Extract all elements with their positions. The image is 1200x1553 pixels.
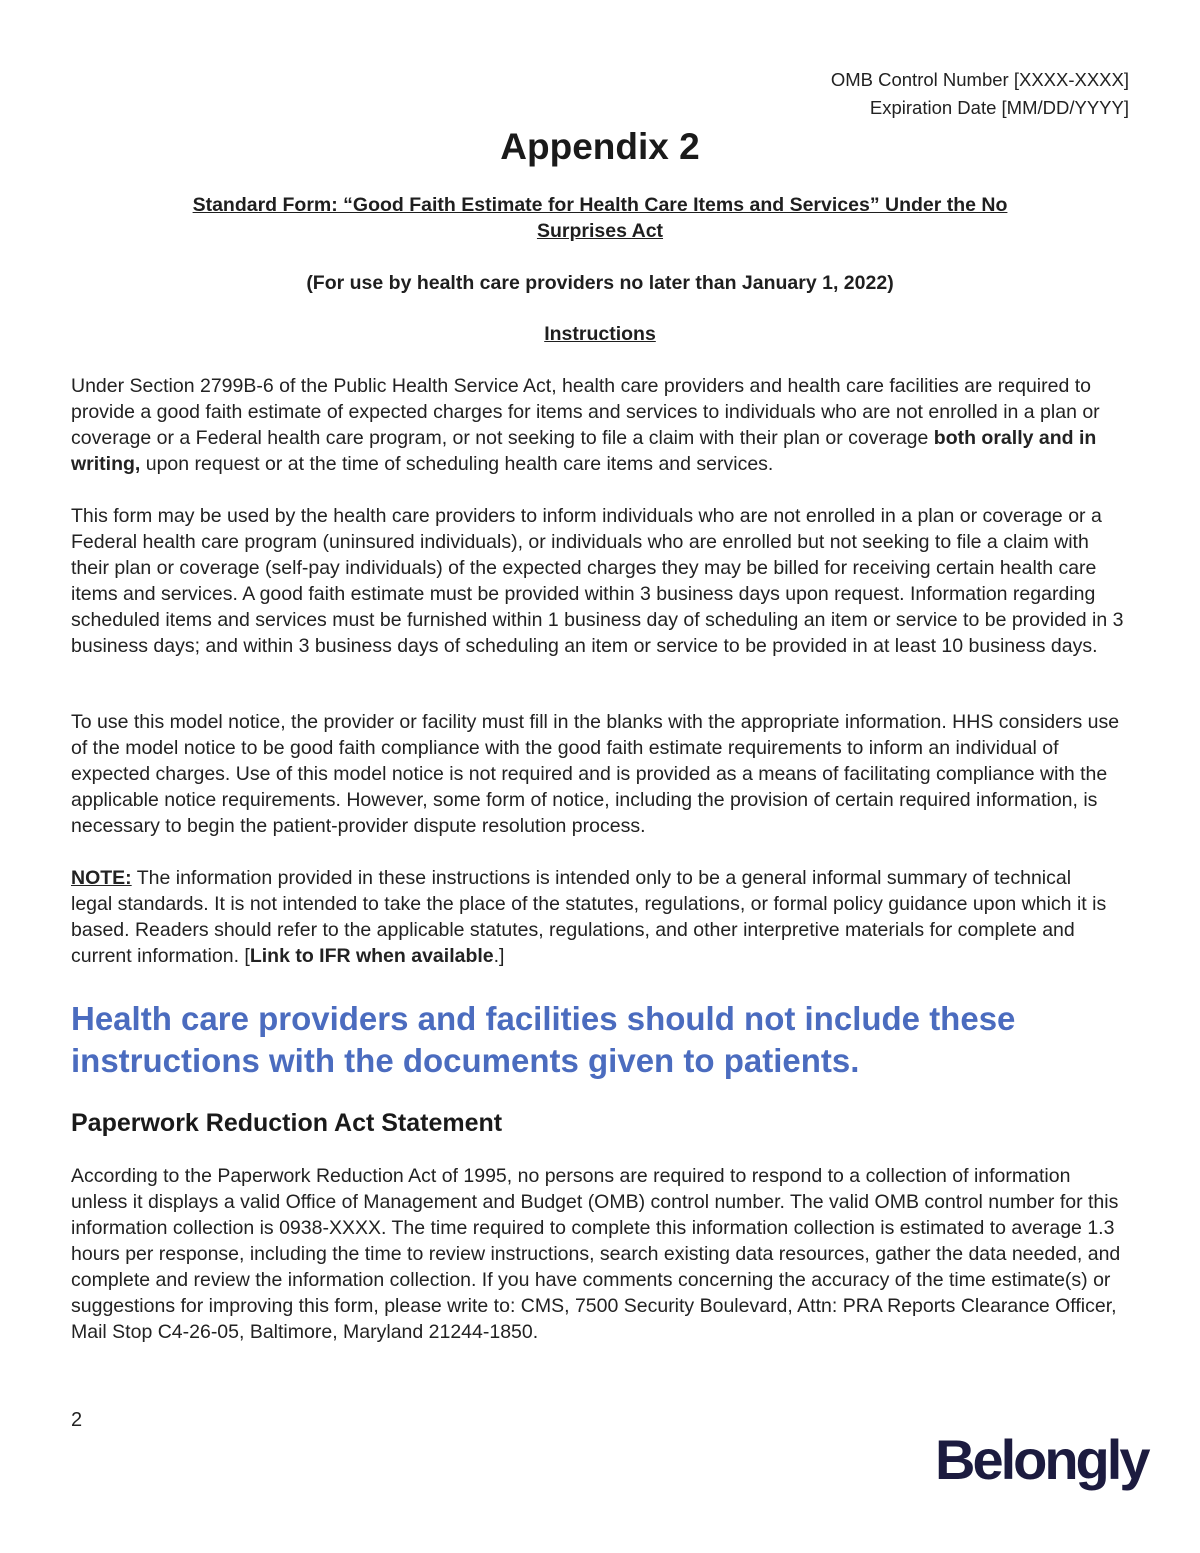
paragraph-text: Under Section 2799B-6 of the Public Health Service Act, health care providers and health care facilities are required to provide a good faith estimate of expected charges for items and services to individuals who are not enrolled in a plan or coverage or a Federal health care program, or not seeking to file a claim with their plan or coverage: [71, 375, 1100, 449]
paragraph-note: [71, 865, 1116, 969]
omb-control-number: OMB Control Number [XXXX-XXXX]: [830, 69, 1129, 90]
paragraph-model-notice: To use this model notice, the provider or facility must fill in the blanks with the appropriate information. HHS considers use of the model notice to be good faith compliance with the good faith estimate requirements to inform an individual of expected charges. Use of this model notice is not required and is provided as a means of facilitating compliance with the applicable notice requirements. However, some form of notice, including the provision of certain required information, is necessary to begin the patient-provider dispute resolution process.: [71, 711, 1120, 837]
paragraph-text: upon request or at the time of scheduling health care items and services.: [140, 453, 774, 475]
paragraph-section-2799b6: [71, 373, 1131, 477]
usage-note: (For use by health care providers no later than January 1, 2022): [306, 272, 894, 294]
paragraph-form-usage: This form may be used by the health care providers to inform individuals who are not enrolled in a plan or coverage or a Federal health care program (uninsured individuals), or individuals who are enrolled but not seeking to file a claim with their plan or coverage (self-pay individuals) of the expected charges they may be billed for receiving certain health care items and services. A good faith estimate must be provided within 3 business days upon request. Information regarding scheduled items and services must be furnished within 1 business day of scheduling an item or service to be provided in 3 business days; and within 3 business days of scheduling an item or service to be provided in at least 10 business days.: [71, 505, 1124, 657]
pra-heading: Paperwork Reduction Act Statement: [71, 1109, 503, 1137]
belongly-logo: Belongly: [935, 1428, 1148, 1491]
patient-warning: Health care providers and facilities should not include these instructions with the documents given to patients.: [71, 1000, 1016, 1079]
page-title: Appendix 2: [500, 126, 700, 167]
paragraph-text: The information provided in these instructions is intended only to be a general informal summary of technical legal standards. It is not intended to take the place of the statutes, regulations, or formal policy guidance upon which it is based. Readers should refer to the applicable statutes, regulations, and other interpretive materials for complete and current information. [: [71, 867, 1107, 967]
pra-statement: According to the Paperwork Reduction Act of 1995, no persons are required to respond to a collection of information unless it displays a valid Office of Management and Budget (OMB) control number. The valid OMB control number for this information collection is 0938-XXXX. The time required to complete this information collection is estimated to average 1.3 hours per response, including the time to review instructions, search existing data resources, gather the data needed, and complete and review the information collection. If you have comments concerning the accuracy of the time estimate(s) or suggestions for improving this form, please write to: CMS, 7500 Security Boulevard, Attn: PRA Reports Clearance Officer, Mail Stop C4-26-05, Baltimore, Maryland 21244-1850.: [71, 1165, 1121, 1343]
omb-info: [831, 66, 1129, 122]
ifr-link-placeholder: Link to IFR when available: [249, 945, 494, 967]
paragraph-text: .]: [493, 945, 505, 967]
paragraph-emphasis: both orally and in writing,: [71, 427, 1097, 475]
page-number: 2: [71, 1409, 83, 1431]
form-subtitle: Standard Form: “Good Faith Estimate for Health Care Items and Services” Under the No Surprises Act: [192, 194, 1008, 242]
instructions-heading: Instructions: [544, 323, 656, 345]
note-label: NOTE:: [71, 867, 132, 889]
expiration-date: Expiration Date [MM/DD/YYYY]: [869, 97, 1129, 118]
